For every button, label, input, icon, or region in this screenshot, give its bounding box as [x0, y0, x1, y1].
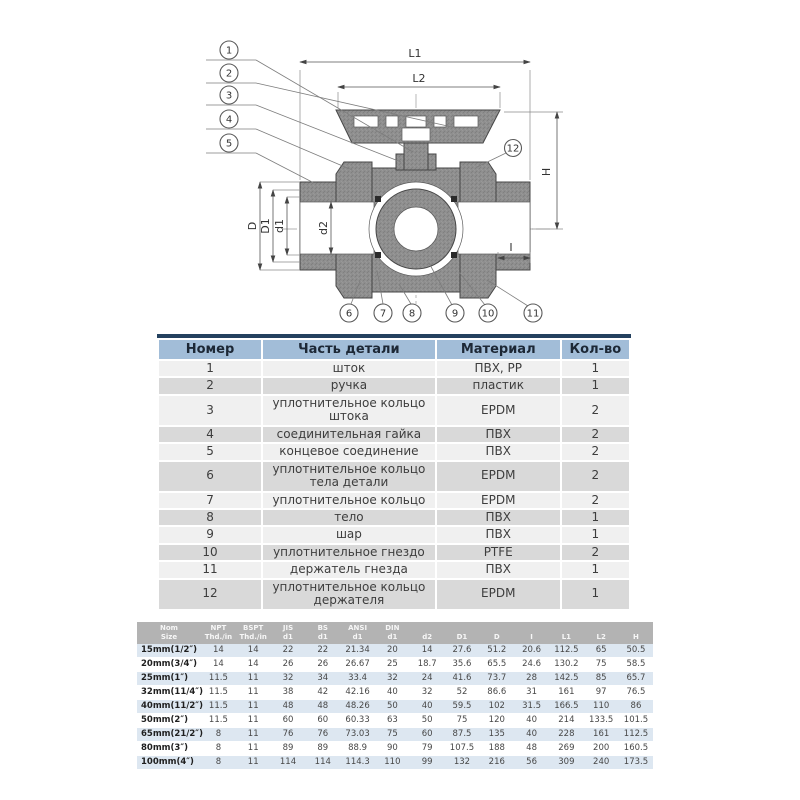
dimensions-header-cell: BS d1 — [305, 622, 340, 644]
dimension-cell: 28 — [514, 671, 549, 685]
dimension-cell: 60 — [305, 713, 340, 727]
parts-cell: 2 — [562, 545, 629, 560]
dim-label-d2: d2 — [317, 221, 330, 235]
size-cell: 50mm(2″) — [137, 713, 201, 727]
dimension-cell: 75 — [375, 727, 410, 741]
size-cell: 65mm(21/2″) — [137, 727, 201, 741]
dimension-cell: 26 — [271, 657, 306, 671]
parts-cell: 2 — [562, 444, 629, 459]
parts-cell: EPDM — [437, 396, 560, 425]
dimensions-row — [137, 685, 653, 699]
dimension-cell: 73.7 — [479, 671, 514, 685]
dimension-cell: 142.5 — [549, 671, 584, 685]
parts-cell: пластик — [437, 378, 560, 393]
dimension-cell: 48 — [305, 699, 340, 713]
dimension-cell: 102 — [479, 699, 514, 713]
dimension-cell: 33.4 — [340, 671, 375, 685]
dimensions-table-section — [137, 622, 653, 770]
parts-cell: ручка — [263, 378, 435, 393]
size-cell: 80mm(3″) — [137, 741, 201, 755]
dimension-cell: 114.3 — [340, 755, 375, 769]
dimension-cell: 22 — [305, 644, 340, 658]
parts-cell: 1 — [562, 527, 629, 542]
dimension-cell: 161 — [549, 685, 584, 699]
size-cell: 40mm(11/2″) — [137, 699, 201, 713]
parts-cell: уплотнительное кольцо тела детали — [263, 462, 435, 491]
dimension-cell: 50 — [410, 713, 445, 727]
dimension-cell: 8 — [201, 755, 236, 769]
dimension-cell: 86.6 — [479, 685, 514, 699]
dimension-d1 — [273, 197, 300, 255]
dimension-cell: 32 — [410, 685, 445, 699]
parts-cell: 4 — [159, 427, 261, 442]
dimension-cell: 87.5 — [445, 727, 480, 741]
dimension-cell: 99 — [410, 755, 445, 769]
svg-text:2: 2 — [225, 68, 233, 80]
parts-cell: 2 — [159, 378, 261, 393]
dimensions-header-cell: Nom Size — [137, 622, 201, 644]
parts-cell: ПВХ — [437, 527, 560, 542]
dimension-cell: 133.5 — [584, 713, 619, 727]
parts-cell: 8 — [159, 510, 261, 525]
dimensions-header-cell: H — [619, 622, 654, 644]
dimension-cell: 79 — [410, 741, 445, 755]
dimension-cell: 48 — [514, 741, 549, 755]
dimensions-header-cell: L2 — [584, 622, 619, 644]
parts-row — [159, 462, 629, 491]
dimension-cell: 112.5 — [549, 644, 584, 658]
dimension-L2 — [338, 72, 500, 108]
dimension-cell: 24 — [410, 671, 445, 685]
dimension-cell: 11 — [236, 685, 271, 699]
parts-cell: 6 — [159, 462, 261, 491]
svg-text:5: 5 — [225, 138, 233, 150]
dimension-cell: 11.5 — [201, 699, 236, 713]
dimension-cell: 40 — [514, 727, 549, 741]
size-cell: 25mm(1″) — [137, 671, 201, 685]
dimension-cell: 173.5 — [619, 755, 654, 769]
svg-text:7: 7 — [379, 308, 387, 320]
parts-cell: 1 — [159, 361, 261, 376]
dimension-cell: 160.5 — [619, 741, 654, 755]
parts-row — [159, 510, 629, 525]
dim-label-d-outer: D — [246, 221, 259, 231]
dimension-cell: 20 — [375, 644, 410, 658]
svg-text:8: 8 — [408, 308, 416, 320]
left-bore — [300, 202, 374, 254]
parts-cell: уплотнительное кольцо — [263, 493, 435, 508]
dimension-cell: 42 — [305, 685, 340, 699]
dimensions-header-cell: BSPT Thd./in — [236, 622, 271, 644]
dimension-cell: 11.5 — [201, 685, 236, 699]
parts-cell: 2 — [562, 493, 629, 508]
parts-header-cell: Кол-во — [562, 340, 629, 359]
parts-table — [157, 334, 631, 611]
dimension-cell: 38 — [271, 685, 306, 699]
dimensions-row — [137, 741, 653, 755]
parts-cell: 2 — [562, 396, 629, 425]
parts-row — [159, 378, 629, 393]
parts-cell: 1 — [562, 580, 629, 609]
parts-cell: 5 — [159, 444, 261, 459]
dimension-cell: 27.6 — [445, 644, 480, 658]
parts-cell: шток — [263, 361, 435, 376]
dim-label-l1: L1 — [408, 47, 422, 60]
dimensions-row — [137, 644, 653, 658]
dimension-cell: 56 — [514, 755, 549, 769]
dimension-cell: 101.5 — [619, 713, 654, 727]
parts-row — [159, 545, 629, 560]
dimensions-table — [137, 622, 653, 770]
dimension-cell: 73.03 — [340, 727, 375, 741]
dimensions-header-cell: d2 — [410, 622, 445, 644]
dimension-cell: 214 — [549, 713, 584, 727]
dimension-cell: 11 — [236, 699, 271, 713]
parts-cell: PTFE — [437, 545, 560, 560]
parts-cell: 3 — [159, 396, 261, 425]
dimension-cell: 18.7 — [410, 657, 445, 671]
dim-label-d1-cap: D1 — [259, 218, 272, 234]
parts-row — [159, 427, 629, 442]
dimensions-header-cell: D1 — [445, 622, 480, 644]
dimension-cell: 52 — [445, 685, 480, 699]
parts-cell: 1 — [562, 562, 629, 577]
dimension-cell: 240 — [584, 755, 619, 769]
dimension-cell: 114 — [271, 755, 306, 769]
dimensions-row — [137, 699, 653, 713]
dimension-cell: 11 — [236, 741, 271, 755]
parts-cell: 9 — [159, 527, 261, 542]
dimension-cell: 31.5 — [514, 699, 549, 713]
dimension-cell: 76 — [271, 727, 306, 741]
dimension-cell: 107.5 — [445, 741, 480, 755]
dimension-cell: 309 — [549, 755, 584, 769]
dimension-cell: 11.5 — [201, 713, 236, 727]
dimension-cell: 90 — [375, 741, 410, 755]
dimension-cell: 50 — [375, 699, 410, 713]
parts-row — [159, 562, 629, 577]
valve-handle — [336, 110, 500, 143]
dimension-cell: 8 — [201, 741, 236, 755]
dimension-cell: 8 — [201, 727, 236, 741]
parts-cell: уплотнительное кольцо штока — [263, 396, 435, 425]
dimensions-row — [137, 671, 653, 685]
parts-cell: соединительная гайка — [263, 427, 435, 442]
parts-cell: 12 — [159, 580, 261, 609]
dimension-cell: 50.5 — [619, 644, 654, 658]
parts-cell: 2 — [562, 462, 629, 491]
dimension-cell: 11.5 — [201, 671, 236, 685]
dimension-cell: 89 — [271, 741, 306, 755]
dimension-cell: 40 — [410, 699, 445, 713]
svg-text:12: 12 — [506, 143, 520, 155]
parts-cell: ПВХ — [437, 510, 560, 525]
parts-header-cell: Часть детали — [263, 340, 435, 359]
dimension-cell: 75 — [584, 657, 619, 671]
dimensions-row — [137, 713, 653, 727]
dimension-cell: 14 — [201, 657, 236, 671]
dimension-cell: 48.26 — [340, 699, 375, 713]
dimensions-header-cell: I — [514, 622, 549, 644]
right-bore — [458, 202, 530, 254]
dimension-cell: 161 — [584, 727, 619, 741]
parts-header-cell: Материал — [437, 340, 560, 359]
dimension-cell: 166.5 — [549, 699, 584, 713]
parts-cell: EPDM — [437, 462, 560, 491]
dimension-cell: 11 — [236, 671, 271, 685]
dimension-cell: 41.6 — [445, 671, 480, 685]
dimension-cell: 76 — [305, 727, 340, 741]
dimensions-header-cell: L1 — [549, 622, 584, 644]
parts-cell: 1 — [562, 510, 629, 525]
parts-cell: ПВХ — [437, 427, 560, 442]
callout-5 — [206, 134, 314, 183]
dimensions-header-cell: D — [479, 622, 514, 644]
dimension-cell: 65 — [584, 644, 619, 658]
dim-label-l2: L2 — [412, 72, 426, 85]
dimensions-header-cell: NPT Thd./in — [201, 622, 236, 644]
dimension-cell: 42.16 — [340, 685, 375, 699]
dimension-cell: 40 — [375, 685, 410, 699]
dimension-cell: 89 — [305, 741, 340, 755]
svg-text:11: 11 — [526, 308, 540, 320]
svg-text:9: 9 — [451, 308, 459, 320]
dimension-cell: 63 — [375, 713, 410, 727]
parts-cell: 1 — [562, 378, 629, 393]
dimensions-row — [137, 657, 653, 671]
size-cell: 100mm(4″) — [137, 755, 201, 769]
dimension-cell: 48 — [271, 699, 306, 713]
dimension-cell: 65.5 — [479, 657, 514, 671]
dimension-cell: 110 — [584, 699, 619, 713]
dim-label-h: H — [540, 167, 553, 177]
parts-cell: ПВХ, PP — [437, 361, 560, 376]
dimension-cell: 88.9 — [340, 741, 375, 755]
dimensions-row — [137, 727, 653, 741]
dimension-cell: 76.5 — [619, 685, 654, 699]
parts-row — [159, 444, 629, 459]
svg-text:3: 3 — [225, 90, 233, 102]
parts-row — [159, 580, 629, 609]
dimension-cell: 97 — [584, 685, 619, 699]
dimension-cell: 269 — [549, 741, 584, 755]
dimension-cell: 110 — [375, 755, 410, 769]
parts-cell: уплотнительное кольцо держателя — [263, 580, 435, 609]
parts-cell: 7 — [159, 493, 261, 508]
dim-label-d1: d1 — [273, 219, 286, 233]
parts-cell: ПВХ — [437, 562, 560, 577]
parts-header-row — [159, 340, 629, 359]
dimension-cell: 60 — [271, 713, 306, 727]
parts-table-section — [157, 334, 631, 611]
dimensions-header-row — [137, 622, 653, 644]
parts-cell: шар — [263, 527, 435, 542]
dimension-cell: 114 — [305, 755, 340, 769]
size-cell: 15mm(1/2″) — [137, 644, 201, 658]
dimension-cell: 14 — [410, 644, 445, 658]
dimension-cell: 58.5 — [619, 657, 654, 671]
parts-cell: EPDM — [437, 580, 560, 609]
dimension-cell: 135 — [479, 727, 514, 741]
dim-label-i: I — [509, 241, 513, 254]
dimension-cell: 24.6 — [514, 657, 549, 671]
dimensions-header-cell: DIN d1 — [375, 622, 410, 644]
dimension-cell: 216 — [479, 755, 514, 769]
dimension-cell: 26.67 — [340, 657, 375, 671]
dimensions-row — [137, 755, 653, 769]
svg-text:10: 10 — [481, 308, 495, 320]
dimension-cell: 35.6 — [445, 657, 480, 671]
parts-cell: 2 — [562, 427, 629, 442]
dimension-cell: 32 — [271, 671, 306, 685]
dimension-cell: 11 — [236, 713, 271, 727]
parts-cell: 11 — [159, 562, 261, 577]
dimension-cell: 32 — [375, 671, 410, 685]
dimension-cell: 60 — [410, 727, 445, 741]
dimension-cell: 75 — [445, 713, 480, 727]
svg-text:1: 1 — [225, 45, 233, 57]
dimension-cell: 34 — [305, 671, 340, 685]
dimension-cell: 40 — [514, 713, 549, 727]
dimension-cell: 86 — [619, 699, 654, 713]
svg-text:4: 4 — [225, 114, 233, 126]
parts-cell: тело — [263, 510, 435, 525]
dimension-cell: 22 — [271, 644, 306, 658]
dimensions-header-cell: JIS d1 — [271, 622, 306, 644]
dimension-cell: 188 — [479, 741, 514, 755]
dimension-cell: 85 — [584, 671, 619, 685]
dimension-cell: 132 — [445, 755, 480, 769]
parts-cell: EPDM — [437, 493, 560, 508]
parts-cell: уплотнительное гнездо — [263, 545, 435, 560]
parts-row — [159, 396, 629, 425]
parts-cell: 1 — [562, 361, 629, 376]
size-cell: 32mm(11/4″) — [137, 685, 201, 699]
parts-cell: держатель гнезда — [263, 562, 435, 577]
dimension-cell: 31 — [514, 685, 549, 699]
parts-cell: ПВХ — [437, 444, 560, 459]
dimension-cell: 130.2 — [549, 657, 584, 671]
parts-row — [159, 361, 629, 376]
parts-row — [159, 493, 629, 508]
dimension-cell: 21.34 — [340, 644, 375, 658]
dimensions-header-cell: ANSI d1 — [340, 622, 375, 644]
size-cell: 20mm(3/4″) — [137, 657, 201, 671]
parts-header-cell: Номер — [159, 340, 261, 359]
dimension-cell: 11 — [236, 727, 271, 741]
dimension-cell: 60.33 — [340, 713, 375, 727]
dimension-cell: 25 — [375, 657, 410, 671]
dimension-cell: 14 — [236, 644, 271, 658]
dimension-cell: 112.5 — [619, 727, 654, 741]
parts-row — [159, 527, 629, 542]
ball-bore — [394, 207, 438, 251]
dimension-cell: 20.6 — [514, 644, 549, 658]
dimension-cell: 228 — [549, 727, 584, 741]
dimension-cell: 14 — [201, 644, 236, 658]
parts-cell: 10 — [159, 545, 261, 560]
valve-technical-drawing — [0, 0, 800, 335]
svg-text:6: 6 — [345, 308, 353, 320]
dimension-cell: 120 — [479, 713, 514, 727]
dimension-cell: 51.2 — [479, 644, 514, 658]
parts-cell: концевое соединение — [263, 444, 435, 459]
dimension-cell: 65.7 — [619, 671, 654, 685]
dimension-cell: 11 — [236, 755, 271, 769]
dimension-cell: 59.5 — [445, 699, 480, 713]
dimension-cell: 26 — [305, 657, 340, 671]
dimension-cell: 14 — [236, 657, 271, 671]
dimension-cell: 200 — [584, 741, 619, 755]
